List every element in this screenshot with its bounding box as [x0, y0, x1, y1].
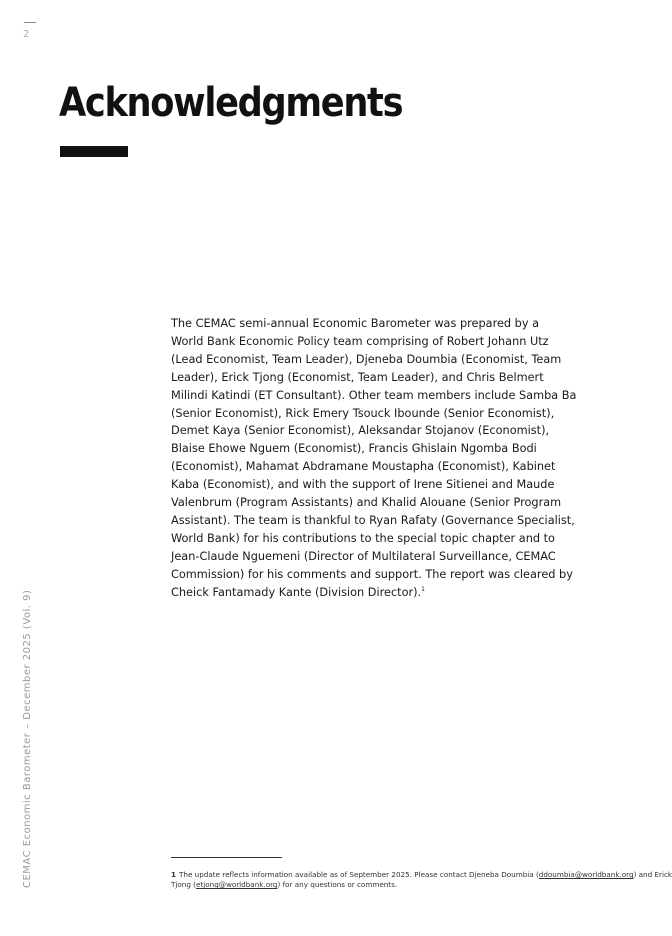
page-marker-line [24, 22, 36, 23]
footnote-line-2 [171, 880, 621, 890]
footnote-text: ) and Erick [633, 870, 672, 879]
acknowledgments-paragraph [171, 315, 577, 602]
body-line: Leader), Erick Tjong (Economist, Team Leader), and Chris Belmert [171, 370, 544, 384]
body-line: Commission) for his comments and support. The report was cleared by [171, 567, 573, 581]
body-line: (Senior Economist), Rick Emery Tsouck Ibounde (Senior Economist), [171, 406, 555, 420]
body-line: The CEMAC semi-annual Economic Barometer was prepared by a [171, 317, 540, 330]
body-line: (Economist), Mahamat Abdramane Moustapha (Economist), Kabinet [171, 460, 556, 474]
body-line: Milindi Katindi (ET Consultant). Other team members include Samba Ba [171, 388, 577, 402]
footnote-reference[interactable]: 1 [421, 585, 425, 593]
footnote-text: The update reflects information available as of September 2025. Please contact Djeneba Doumbia ( [179, 870, 539, 879]
body-line: Assistant). The team is thankful to Ryan Rafaty (Governance Specialist, [171, 513, 575, 527]
body-line: World Bank) for his contributions to the special topic chapter and to [171, 531, 555, 545]
footnote-text: Tjong ( [171, 880, 196, 889]
body-line: Demet Kaya (Senior Economist), Aleksandar Stojanov (Economist), [171, 424, 550, 438]
footnote [171, 870, 672, 890]
email-link-ddoumbia[interactable]: ddoumbia@worldbank.org [538, 870, 634, 879]
footnote-separator [171, 857, 282, 858]
page-number: 2 [23, 29, 30, 40]
body-line: Blaise Ehowe Nguem (Economist), Francis Ghislain Ngomba Bodi [171, 442, 537, 456]
page-title: Acknowledgments [59, 80, 403, 126]
footnote-line-1 [171, 870, 672, 880]
body-line-last [171, 584, 541, 602]
body-line-text: Cheick Fantamady Kante (Division Director). [171, 585, 422, 599]
running-side-title: CEMAC Economic Barometer – December 2025 (Vol. 9) [22, 589, 33, 888]
body-line: Valenbrum (Program Assistants) and Khalid Alouane (Senior Program [171, 496, 562, 510]
email-link-etjong[interactable]: etjong@worldbank.org [196, 880, 278, 889]
body-line: Kaba (Economist), and with the support of Irene Sitienei and Maude [171, 478, 555, 492]
body-line: (Lead Economist, Team Leader), Djeneba Doumbia (Economist, Team [171, 352, 562, 366]
body-line: World Bank Economic Policy team comprising of Robert Johann Utz [171, 334, 549, 348]
body-line: Jean-Claude Nguemeni (Director of Multilateral Surveillance, CEMAC [171, 549, 556, 563]
footnote-number: 1 [171, 870, 177, 879]
title-underline-bar [60, 146, 128, 157]
footnote-text: ) for any questions or comments. [277, 880, 398, 889]
